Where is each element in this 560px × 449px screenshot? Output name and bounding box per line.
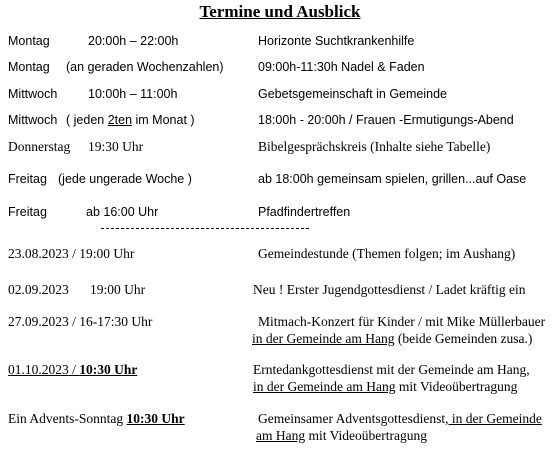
weekly-note: (jede ungerade Woche ) <box>58 172 192 186</box>
weekly-day: Montag <box>8 60 50 74</box>
weekly-row-1 <box>0 34 560 54</box>
section-divider <box>101 228 309 229</box>
weekly-note: (an geraden Wochenzahlen) <box>66 60 224 74</box>
date-event: Neu ! Erster Jugendgottesdienst / Ladet kräftig ein <box>253 282 526 297</box>
date-event-line-2: in der Gemeinde am Hang (beide Gemeinden zusa.) <box>252 331 533 346</box>
date-label: 02.09.2023 <box>8 282 69 297</box>
weekly-row-7 <box>0 205 560 225</box>
weekly-event: ab 18:00h gemeinsam spielen, grillen...auf Oase <box>258 172 527 186</box>
weekly-event: Bibelgesprächskreis (Inhalte siehe Tabelle) <box>258 139 491 154</box>
weekly-day: Freitag <box>8 205 47 219</box>
date-event-line-1: Mitmach-Konzert für Kinder / mit Mike Müllerbauer <box>258 314 546 329</box>
weekly-day: Freitag <box>8 172 47 186</box>
date-event: Gemeindestunde (Themen folgen; im Aushang) <box>258 246 516 261</box>
weekly-row-3 <box>0 87 560 107</box>
date-label: Ein Advents-Sonntag 10:30 Uhr <box>8 411 185 426</box>
page-title: Termine und Ausblick <box>199 2 361 21</box>
weekly-time: 19:30 Uhr <box>88 139 144 154</box>
date-event-line-1: Erntedankgottesdienst mit der Gemeinde am Hang, <box>253 362 530 377</box>
weekly-event: Gebetsgemeinschaft in Gemeinde <box>258 87 447 101</box>
weekly-day: Mittwoch <box>8 113 58 127</box>
weekly-time: 20:00h – 22:00h <box>88 34 179 48</box>
weekly-row-4 <box>0 113 560 133</box>
weekly-day: Montag <box>8 34 50 48</box>
weekly-time: 10:00h – 11:00h <box>88 87 178 101</box>
weekly-event: Horizonte Suchtkrankenhilfe <box>258 34 415 48</box>
date-row-1 <box>0 246 560 266</box>
date-label: 23.08.2023 / 19:00 Uhr <box>8 246 135 261</box>
date-label: 27.09.2023 / 16-17:30 Uhr <box>8 314 153 329</box>
weekly-row-6 <box>0 172 560 192</box>
weekly-day: Donnerstag <box>8 139 71 154</box>
date-time: 19:00 Uhr <box>90 282 146 297</box>
weekly-row-2 <box>0 60 560 80</box>
weekly-event: 18:00h - 20:00h / Frauen -Ermutigungs-Abend <box>258 113 514 127</box>
weekly-day: Mittwoch <box>8 87 58 101</box>
weekly-note: ( jeden 2ten im Monat ) <box>66 113 195 127</box>
date-event-line-1: Gemeinsamer Adventsgottesdienst, in der Gemeinde <box>258 411 542 426</box>
weekly-row-5 <box>0 139 560 159</box>
date-row-2 <box>0 282 560 302</box>
date-event-line-2: am Hang mit Videoübertragung <box>256 428 428 443</box>
weekly-event: 09:00h-11:30h Nadel & Faden <box>258 60 425 74</box>
date-event-line-2: in der Gemeinde am Hang mit Videoübertragung <box>253 379 518 394</box>
weekly-time: ab 16:00 Uhr <box>86 205 159 219</box>
weekly-event: Pfadfindertreffen <box>258 205 351 219</box>
date-label: 01.10.2023 / 10:30 Uhr <box>8 362 138 377</box>
